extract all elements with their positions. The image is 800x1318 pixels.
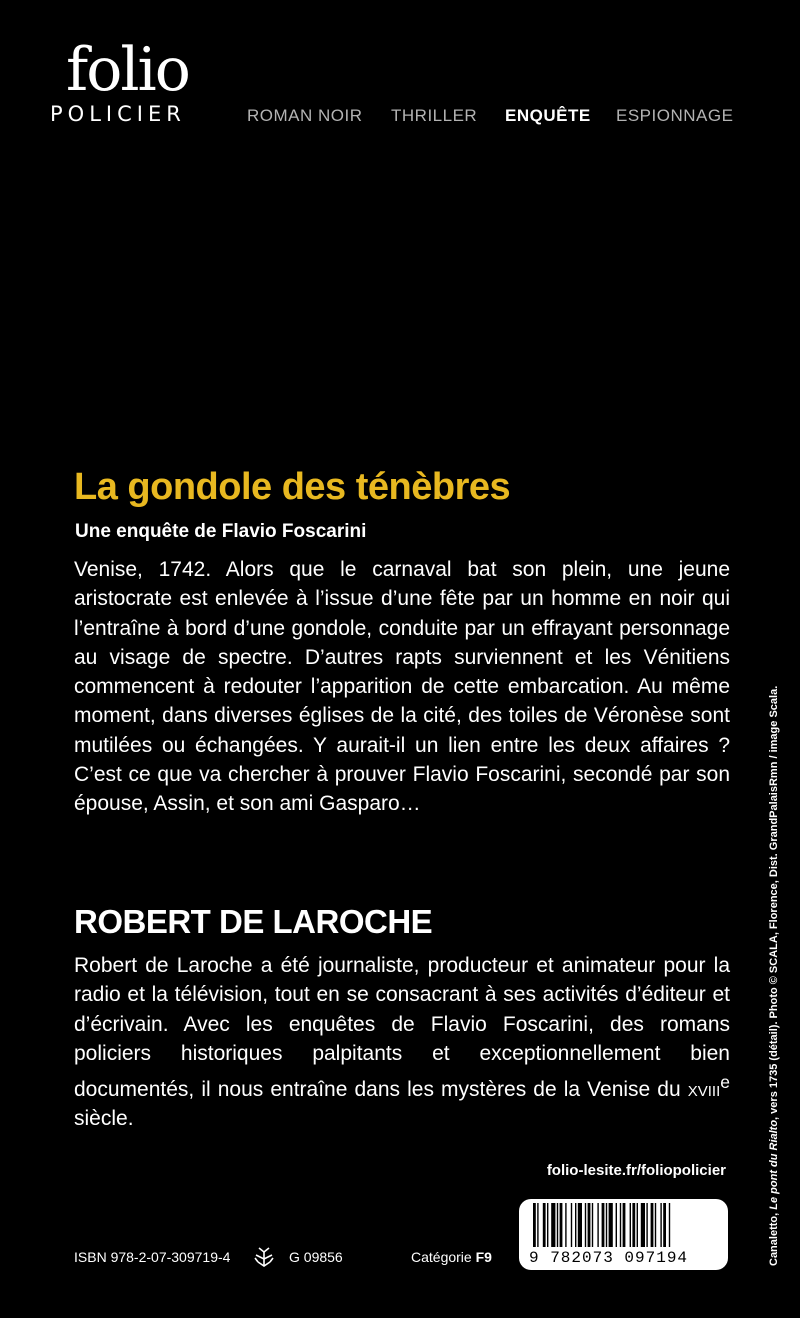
barcode-bar (571, 1203, 572, 1247)
barcode-bar (575, 1203, 576, 1247)
website-link[interactable]: folio-lesite.fr/foliopolicier (546, 1162, 726, 1179)
barcode-bar (578, 1203, 582, 1247)
barcode-bar (663, 1203, 666, 1247)
logo-policier-text: POLICIER (50, 102, 186, 126)
barcode-bar (669, 1203, 670, 1247)
photo-credit (768, 666, 780, 1266)
logo-folio-text: folio (66, 35, 189, 105)
barcode-bar (632, 1203, 635, 1247)
barcode-bar (655, 1203, 656, 1247)
category-value: F9 (475, 1249, 492, 1265)
credit-suffix: , vers 1735 (détail). Photo © SCALA, Florence, Dist. GrandPalaisRmn / image Scala. (768, 685, 780, 1120)
barcode-bar (616, 1203, 617, 1247)
barcode-bar (592, 1203, 593, 1247)
barcode-bar (623, 1203, 626, 1247)
barcode-bar (651, 1203, 654, 1247)
category-label: Catégorie (411, 1249, 476, 1265)
genre-roman-noir: ROMAN NOIR (247, 106, 363, 125)
barcode-bar (533, 1203, 536, 1247)
author-bio-main: Robert de Laroche a été journaliste, producteur et animateur pour la radio et la télévision, tout en se consacrant à ses activités d’éditeur et d’écrivain. Avec les enquêtes de Flavio Foscarini, des romans policiers historiques palpitants et exceptionnellement bien documentés, il nous entraîne dans les mystères de la Venise du (74, 954, 730, 1102)
author-bio-century: xviii (687, 1078, 721, 1102)
barcode-bar (597, 1203, 598, 1247)
barcode-bar (537, 1203, 538, 1247)
barcode-bar (557, 1203, 558, 1247)
genre-espionnage: ESPIONNAGE (616, 106, 734, 125)
genre-list (0, 106, 800, 132)
gallimard-icon (252, 1245, 276, 1269)
barcode-bar (637, 1203, 638, 1247)
barcode-bar (646, 1203, 647, 1247)
barcode-bar (565, 1203, 566, 1247)
book-title: La gondole des ténèbres (74, 466, 511, 508)
barcode-bar (551, 1203, 555, 1247)
barcode-bar (641, 1203, 645, 1247)
barcode-bar (609, 1203, 613, 1247)
book-subtitle: Une enquête de Flavio Foscarini (75, 521, 367, 542)
author-bio (74, 951, 730, 1134)
barcode-bar (620, 1203, 621, 1247)
barcode-bar (585, 1203, 586, 1247)
barcode (519, 1199, 728, 1270)
category (411, 1249, 492, 1265)
g-code: G 09856 (289, 1249, 343, 1265)
credit-work: Le pont du Rialto (768, 1119, 780, 1210)
genre-thriller: THRILLER (391, 106, 478, 125)
isbn: ISBN 978-2-07-309719-4 (74, 1249, 231, 1265)
author-bio-century-sup: e (720, 1072, 730, 1093)
barcode-number: 9 782073 097194 (529, 1249, 689, 1267)
barcode-bar (560, 1203, 563, 1247)
barcode-bar (588, 1203, 591, 1247)
barcode-bar (606, 1203, 607, 1247)
credit-prefix: Canaletto, (768, 1209, 780, 1266)
barcode-bar (547, 1203, 548, 1247)
barcode-bar (660, 1203, 661, 1247)
book-summary: Venise, 1742. Alors que le carnaval bat son plein, une jeune aristocrate est enlevée à l’issue d’une fête par un homme en noir qui l’entraîne à bord d’une gondole, conduite par un effrayant personnage au visage de spectre. D’autres rapts surviennent et les Vénitiens commencent à redouter l’apparition de cette embarcation. Au même moment, dans diverses églises de la cité, des toiles de Véronèse sont mutilées ou échangées. Y aurait-il un lien entre les deux affaires ? C’est ce que va chercher à prouver Flavio Foscarini, secondé par son épouse, Assin, et son ami Gasparo… (74, 558, 730, 816)
barcode-bar (630, 1203, 631, 1247)
genre-enquete: ENQUÊTE (505, 106, 591, 125)
barcode-bar (543, 1203, 546, 1247)
author-name: ROBERT DE LAROCHE (74, 903, 433, 940)
author-bio-end: siècle. (74, 1107, 134, 1131)
barcode-bar (602, 1203, 605, 1247)
